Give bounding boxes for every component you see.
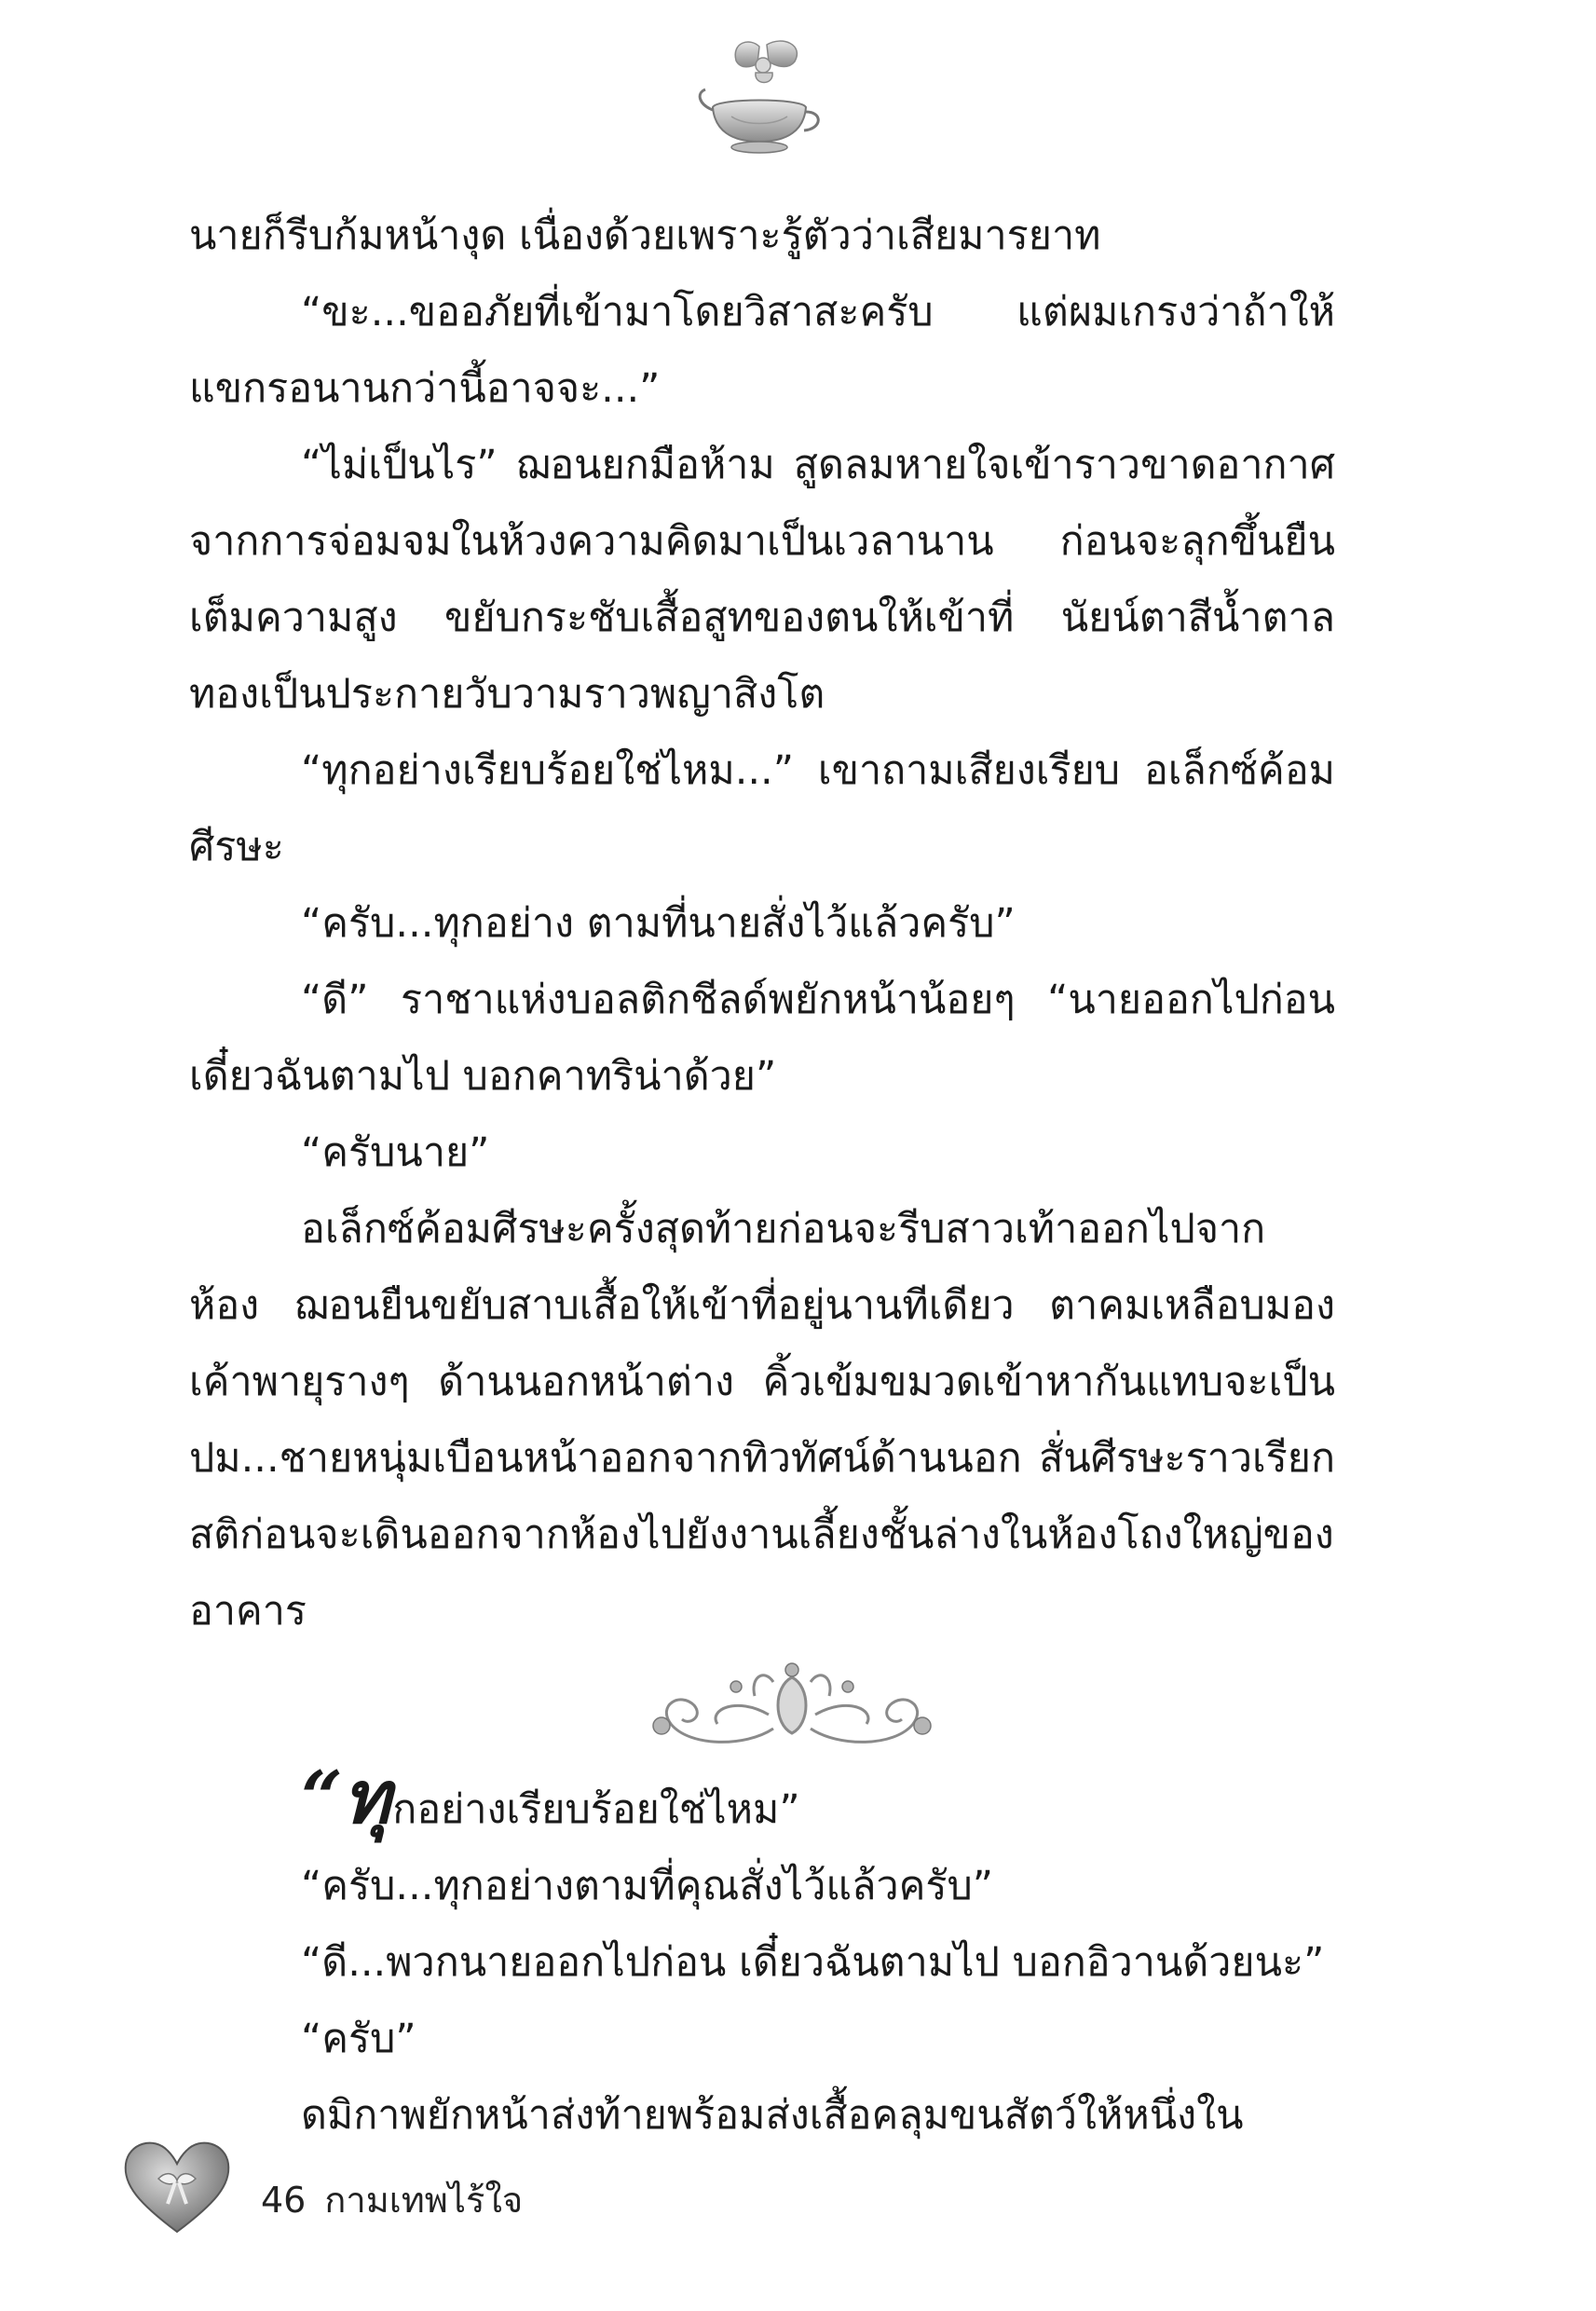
paragraph: “ครับ...ทุกอย่างตามที่คุณสั่งไว้แล้วครับ” bbox=[301, 1863, 994, 1909]
cupid-teapot-icon bbox=[694, 37, 825, 158]
paragraph: “ทุกอย่างเรียบร้อยใช่ไหม...” เขาถามเสียงเรียบ อเล็กซ์ค้อมศีรษะ bbox=[189, 747, 1335, 870]
paragraph: ดมิกาพยักหน้าส่งท้ายพร้อมส่งเสื้อคลุมขนสัตว์ให้หนึ่งใน bbox=[301, 2092, 1244, 2139]
paragraph: “ไม่เป็นไร” ฌอนยกมือห้าม สูดลมหายใจเข้าราวขาดอากาศจากการจ่อมจมในห้วงความคิดมาเป็นเวลานาน ก่อนจะลุกขึ้นยืนเต็มความสูง ขยับกระชับเสื้อสูทของตนให้เข้าที่ นัยน์ตาสีน้ำตาลทองเป็นประกายวับวามราวพญาสิงโต bbox=[189, 442, 1335, 718]
paragraph: “ขะ...ขออภัยที่เข้ามาโดยวิสาสะครับ แต่ผมเกรงว่าถ้าให้แขกรอนานกว่านี้อาจจะ...” bbox=[189, 289, 1335, 412]
paragraph-rest: กอย่างเรียบร้อยใช่ไหม” bbox=[392, 1786, 800, 1833]
paragraph: “ครับ...ทุกอย่าง ตามที่นายสั่งไว้แล้วครับ” bbox=[301, 900, 1016, 947]
heart-ribbon-icon bbox=[121, 2134, 233, 2236]
paragraph: นายก็รีบก้มหน้างุด เนื่องด้วยเพราะรู้ตัวว่าเสียมารยาท bbox=[189, 212, 1101, 259]
page-footer bbox=[121, 2134, 680, 2236]
story-text-section-1 bbox=[189, 198, 1335, 1649]
page-number: 46 bbox=[261, 2180, 307, 2221]
paragraph: “ดี...พวกนายออกไปก่อน เดี๋ยวฉันตามไป บอกอิวานด้วยนะ” bbox=[301, 1939, 1325, 1986]
book-title: กามเทพไร้ใจ bbox=[324, 2180, 524, 2221]
story-text-section-2 bbox=[189, 1756, 1335, 2154]
paragraph: “ครับนาย” bbox=[301, 1129, 490, 1176]
paragraph-with-dropcap bbox=[189, 1756, 1335, 1848]
paragraph: “ครับ” bbox=[301, 2016, 416, 2062]
dropcap: “ทุ bbox=[301, 1756, 391, 1840]
footer-caption bbox=[261, 2171, 541, 2228]
paragraph: “ดี” ราชาแห่งบอลติกชีลด์พยักหน้าน้อยๆ “นายออกไปก่อนเดี๋ยวฉันตามไป บอกคาทริน่าด้วย” bbox=[189, 977, 1335, 1100]
floral-scroll-ornament bbox=[634, 1659, 950, 1761]
paragraph: อเล็กซ์ค้อมศีรษะครั้งสุดท้ายก่อนจะรีบสาวเท้าออกไปจากห้อง ฌอนยืนขยับสาบเสื้อให้เข้าที่อยู่นานทีเดียว ตาคมเหลือบมองเค้าพายุรางๆ ด้านนอกหน้าต่าง คิ้วเข้มขมวดเข้าหากันแทบจะเป็นปม...ชายหนุ่มเบือนหน้าออกจากทิวทัศน์ด้านนอก สั่นศีรษะราวเรียกสติก่อนจะเดินออกจากห้องไปยังงานเลี้ยงชั้นล่างในห้องโถงใหญ่ของอาคาร bbox=[189, 1206, 1335, 1634]
